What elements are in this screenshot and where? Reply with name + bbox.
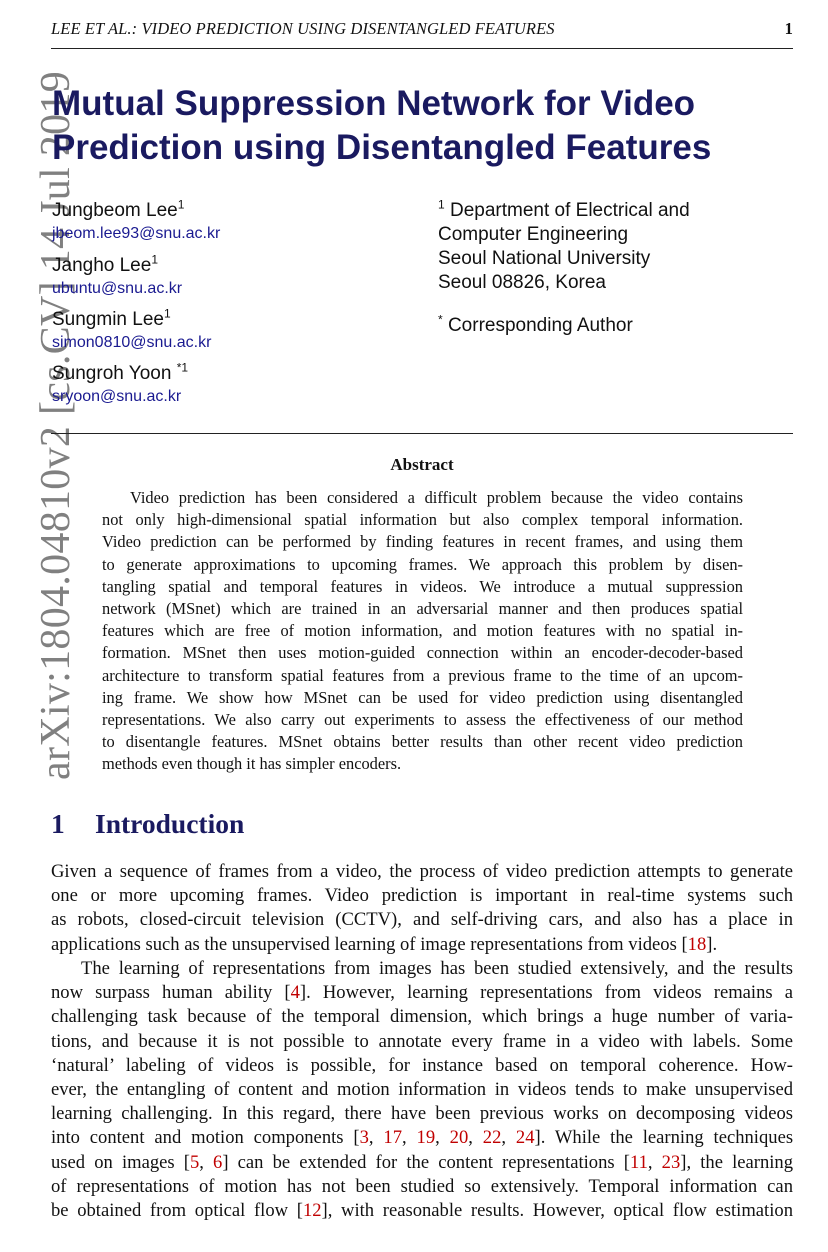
paragraph-line: Given a sequence of frames from a video, the process of video prediction attempts to generate (51, 861, 793, 882)
abstract-line: to generate approximations to upcoming frames. We approach this problem by disen- (102, 554, 743, 574)
running-head (51, 19, 793, 45)
author-name: Sungmin Lee$^1$ (52, 306, 171, 330)
paragraph-line: learning challenging. In this regard, there have been previous works on decomposing videos (51, 1103, 793, 1125)
corresponding-text: Corresponding Author (447, 315, 633, 336)
abstract-line: not only high-dimensional spatial information but also complex temporal information. (102, 510, 743, 530)
affiliation-line: Seoul 08826, Korea (438, 272, 606, 293)
affiliation-mark: 1 (438, 197, 445, 212)
citation-link[interactable]: 11 (629, 1151, 648, 1173)
paragraph-line: used on images [5, 6] can be extended for the content representations [11, 23], the learning (51, 1151, 794, 1173)
paragraph-line: ‘natural’ labeling of videos is possible, for instance based on temporal coherence. How- (51, 1054, 793, 1076)
section-number: 1 (51, 808, 65, 839)
author-email[interactable]: simon0810@snu.ac.kr (52, 334, 212, 351)
author-affiliation-mark: 1 (151, 252, 159, 267)
abstract-line: methods even though it has simpler encoders. (102, 754, 402, 774)
author-block (52, 254, 182, 300)
paragraph-line: into content and motion components [3, 17, 19, 20, 22, 24]. While the learning techniques (51, 1127, 794, 1149)
author-affiliation-mark: 1 (163, 306, 171, 321)
abstract-line: network (MSnet) which are trained in an adversarial manner and then produces spatial (102, 599, 743, 619)
abstract-line: to disentangle features. MSnet obtains better results than other recent video prediction (102, 732, 743, 752)
citation-link[interactable]: 3 (359, 1127, 369, 1149)
citation-link[interactable]: 18 (687, 933, 707, 955)
abstract-line: tangling spatial and temporal features in videos. We introduce a mutual suppression (102, 576, 743, 596)
title-line: Mutual Suppression Network for Video (52, 84, 696, 123)
author-email[interactable]: ubuntu@snu.ac.kr (52, 280, 183, 297)
citation-link[interactable]: 17 (383, 1127, 402, 1149)
abstract-line: Video prediction has been considered a difficult problem because the video contains (130, 488, 743, 507)
header-divider (51, 48, 793, 49)
abstract-line: Video prediction can be performed by finding features in recent frames, and using them (102, 532, 743, 552)
corresponding-author-note (438, 314, 798, 338)
author-email[interactable]: jbeom.lee93@snu.ac.kr (52, 225, 221, 242)
arxiv-stamp[interactable]: arXiv:1804.04810v2 [cs.CV] 14 Jul 2019 (33, 70, 79, 780)
running-head-text: LEE ET AL.: VIDEO PREDICTION USING DISENTANGLED FEATURES (51, 19, 555, 38)
affiliation-line: Computer Engineering (438, 224, 629, 245)
author-affiliation-mark: *1 (176, 360, 189, 375)
abstract-heading: Abstract (390, 455, 454, 474)
abstract-line: ing frame. We show how MSnet can be used for video prediction using disentangled (102, 687, 743, 707)
affiliation (438, 199, 798, 295)
intro-paragraph-1 (51, 860, 793, 957)
citation-link[interactable]: 6 (213, 1151, 223, 1173)
paragraph-line: challenging task because of the temporal dimension, which brings a huge number of varia- (51, 1006, 793, 1028)
section-title: Introduction (95, 808, 245, 839)
citation-link[interactable]: 22 (482, 1127, 502, 1149)
section-heading (51, 806, 793, 842)
paragraph-line: now surpass human ability [4]. However, learning representations from videos remains a (51, 982, 793, 1004)
corresponding-mark: * (438, 312, 443, 327)
author-block (52, 308, 211, 354)
paragraph-line: of representations of motion has not been studied so extensively. Temporal information can (51, 1175, 793, 1197)
abstract-line: architecture to transform spatial features from a previous frame to the time of an upcom- (102, 665, 743, 685)
paragraph-line: as robots, closed-circuit television (CCTV), and self-driving cars, and also has a place in (51, 909, 793, 931)
abstract-line: formation. MSnet then uses motion-guided connection within an encoder-decoder-based (102, 643, 743, 663)
abstract-line: representations. We also carry out experiments to assess the effectiveness of our method (102, 710, 743, 730)
citation-link[interactable]: 12 (302, 1200, 322, 1222)
author-name: Jangho Lee$^1$ (52, 252, 159, 276)
affiliation-line: Department of Electrical and (449, 200, 690, 221)
page-number: 1 (784, 19, 793, 38)
author-block (52, 362, 188, 408)
citation-link[interactable]: 20 (449, 1127, 469, 1149)
abstract-line: features which are free of motion information, and motion features with no spatial in- (102, 621, 743, 641)
paragraph-line: be obtained from optical flow [12], with reasonable results. However, optical flow estimation (51, 1200, 793, 1222)
paragraph-line: The learning of representations from images has been studied extensively, and the results (81, 958, 793, 979)
citation-link[interactable]: 4 (290, 982, 300, 1004)
author-name: Sungroh Yoon $^{*1}$ (52, 360, 189, 384)
title-line: Prediction using Disentangled Features (52, 128, 712, 167)
affiliation-line: Seoul National University (438, 248, 651, 269)
author-name: Jungbeom Lee$^1$ (52, 197, 185, 221)
author-email[interactable]: sryoon@snu.ac.kr (52, 388, 182, 405)
paragraph-line: applications such as the unsupervised learning of image representations from videos [18]. (51, 933, 718, 955)
section-divider (51, 433, 793, 434)
author-block (52, 199, 220, 245)
paragraph-line: one or more upcoming frames. Video prediction is important in real-time systems such (51, 885, 793, 907)
citation-link[interactable]: 24 (515, 1127, 535, 1149)
citation-link[interactable]: 19 (416, 1127, 436, 1149)
citation-link[interactable]: 5 (189, 1151, 200, 1173)
author-affiliation-mark: 1 (177, 197, 185, 212)
intro-paragraph-2 (51, 957, 793, 1223)
abstract-body (102, 487, 743, 776)
citation-link[interactable]: 23 (661, 1151, 681, 1173)
paragraph-line: tions, and because it is not possible to annotate every frame in a video with labels. Some (51, 1030, 793, 1052)
paper-title (52, 82, 772, 170)
paragraph-line: ever, the entangling of content and motion information in videos tends to make unsupervised (51, 1079, 793, 1101)
